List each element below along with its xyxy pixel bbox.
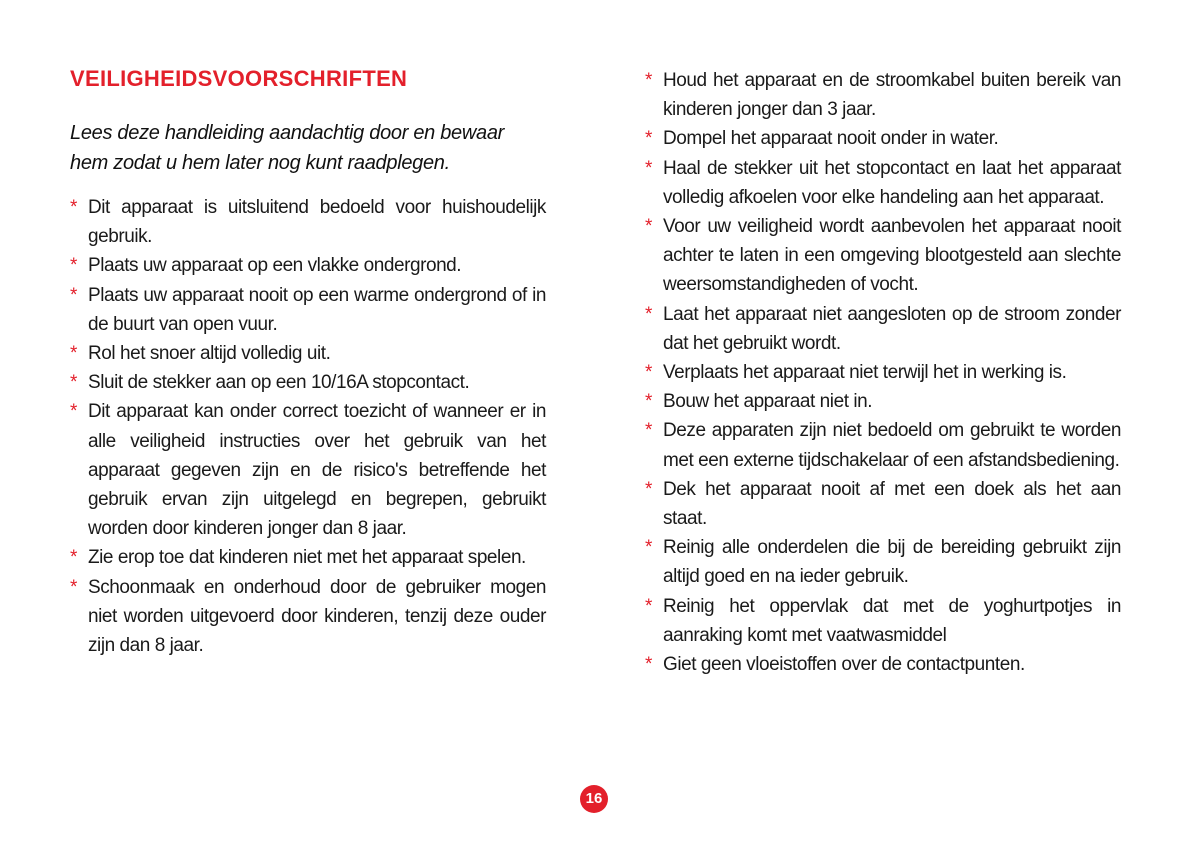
safety-item <box>645 650 1121 679</box>
safety-item <box>70 368 546 397</box>
right-safety-list <box>645 66 1121 679</box>
safety-item <box>645 154 1121 212</box>
safety-item <box>70 281 546 339</box>
safety-item <box>645 66 1121 124</box>
safety-item-text: Reinig het oppervlak dat met de yoghurtpotjes in aanraking komt met vaatwasmiddel <box>663 595 1121 646</box>
safety-item-text: Zie erop toe dat kinderen niet met het apparaat spelen. <box>88 547 526 569</box>
safety-item <box>70 573 546 661</box>
safety-item-text: Voor uw veiligheid wordt aanbevolen het apparaat nooit achter te laten in een omgeving blootgesteld aan slechte weersomstandigheden of vocht. <box>663 216 1121 296</box>
safety-item-text: Houd het apparaat en de stroomkabel buiten bereik van kinderen jonger dan 3 jaar. <box>663 70 1121 121</box>
asterisk-bullet-icon: * <box>70 372 77 394</box>
safety-item <box>645 124 1121 153</box>
safety-item <box>645 475 1121 533</box>
safety-item-text: Haal de stekker uit het stopcontact en laat het apparaat volledig afkoelen voor elke handeling aan het apparaat. <box>663 157 1121 208</box>
left-safety-list <box>70 193 546 660</box>
safety-item <box>645 592 1121 650</box>
safety-item <box>645 358 1121 387</box>
safety-item <box>70 339 546 368</box>
safety-item-text: Dompel het apparaat nooit onder in water. <box>663 128 999 150</box>
section-heading: VEILIGHEIDSVOORSCHRIFTEN <box>70 66 408 91</box>
safety-item-text: Reinig alle onderdelen die bij de bereiding gebruikt zijn altijd goed en na ieder gebruik. <box>663 537 1121 588</box>
safety-item <box>70 251 546 280</box>
asterisk-bullet-icon: * <box>645 362 652 384</box>
asterisk-bullet-icon: * <box>70 284 77 306</box>
safety-item <box>645 533 1121 591</box>
asterisk-bullet-icon: * <box>645 654 652 676</box>
safety-item-text: Laat het apparaat niet aangesloten op de stroom zonder dat het gebruikt wordt. <box>663 303 1121 354</box>
safety-item <box>70 193 546 251</box>
safety-item-text: Plaats uw apparaat op een vlakke ondergrond. <box>88 255 462 277</box>
asterisk-bullet-icon: * <box>645 303 652 325</box>
intro-text: Lees deze handleiding aandachtig door en bewaar hem zodat u hem later nog kunt raadplegen. <box>70 122 505 174</box>
safety-item-text: Schoonmaak en onderhoud door de gebruiker mogen niet worden uitgevoerd door kinderen, tenzij deze ouder zijn dan 8 jaar. <box>88 576 546 657</box>
safety-item <box>70 543 546 572</box>
asterisk-bullet-icon: * <box>645 391 652 413</box>
asterisk-bullet-icon: * <box>645 70 652 91</box>
page-number-badge: 16 <box>580 785 608 813</box>
safety-item <box>645 300 1121 358</box>
asterisk-bullet-icon: * <box>70 197 77 218</box>
asterisk-bullet-icon: * <box>645 420 652 442</box>
safety-item-text: Dit apparaat kan onder correct toezicht of wanneer er in alle veiligheid instructies over het gebruik van het apparaat gegeven zijn en de risico's betreffende het gebruik ervan zijn uitgelegd en begrepen, gebruikt worden door kinderen jonger dan 8 jaar. <box>88 401 546 540</box>
safety-item-text: Deze apparaten zijn niet bedoeld om gebruikt te worden met een externe tijdschakelaar of een afstandsbediening. <box>663 420 1121 471</box>
safety-item-text: Verplaats het apparaat niet terwijl het in werking is. <box>663 362 1067 384</box>
safety-item <box>645 212 1121 300</box>
safety-item-text: Dit apparaat is uitsluitend bedoeld voor huishoudelijk gebruik. <box>88 197 546 248</box>
asterisk-bullet-icon: * <box>70 576 77 598</box>
asterisk-bullet-icon: * <box>70 255 77 277</box>
asterisk-bullet-icon: * <box>70 547 77 569</box>
asterisk-bullet-icon: * <box>645 216 652 238</box>
asterisk-bullet-icon: * <box>645 595 652 617</box>
asterisk-bullet-icon: * <box>645 537 652 559</box>
asterisk-bullet-icon: * <box>645 157 652 179</box>
safety-item-text: Sluit de stekker aan op een 10/16A stopcontact. <box>88 372 470 394</box>
safety-item <box>645 387 1121 416</box>
asterisk-bullet-icon: * <box>70 401 77 423</box>
safety-item-text: Rol het snoer altijd volledig uit. <box>88 343 331 365</box>
safety-item-text: Dek het apparaat nooit af met een doek als het aan staat. <box>663 478 1121 530</box>
safety-item <box>645 416 1121 474</box>
asterisk-bullet-icon: * <box>70 343 77 365</box>
safety-item-text: Bouw het apparaat niet in. <box>663 391 873 413</box>
safety-item <box>70 397 546 543</box>
asterisk-bullet-icon: * <box>645 128 652 150</box>
safety-item-text: Plaats uw apparaat nooit op een warme ondergrond of in de buurt van open vuur. <box>88 284 546 335</box>
safety-item-text: Giet geen vloeistoffen over de contactpunten. <box>663 654 1025 676</box>
asterisk-bullet-icon: * <box>645 478 652 500</box>
